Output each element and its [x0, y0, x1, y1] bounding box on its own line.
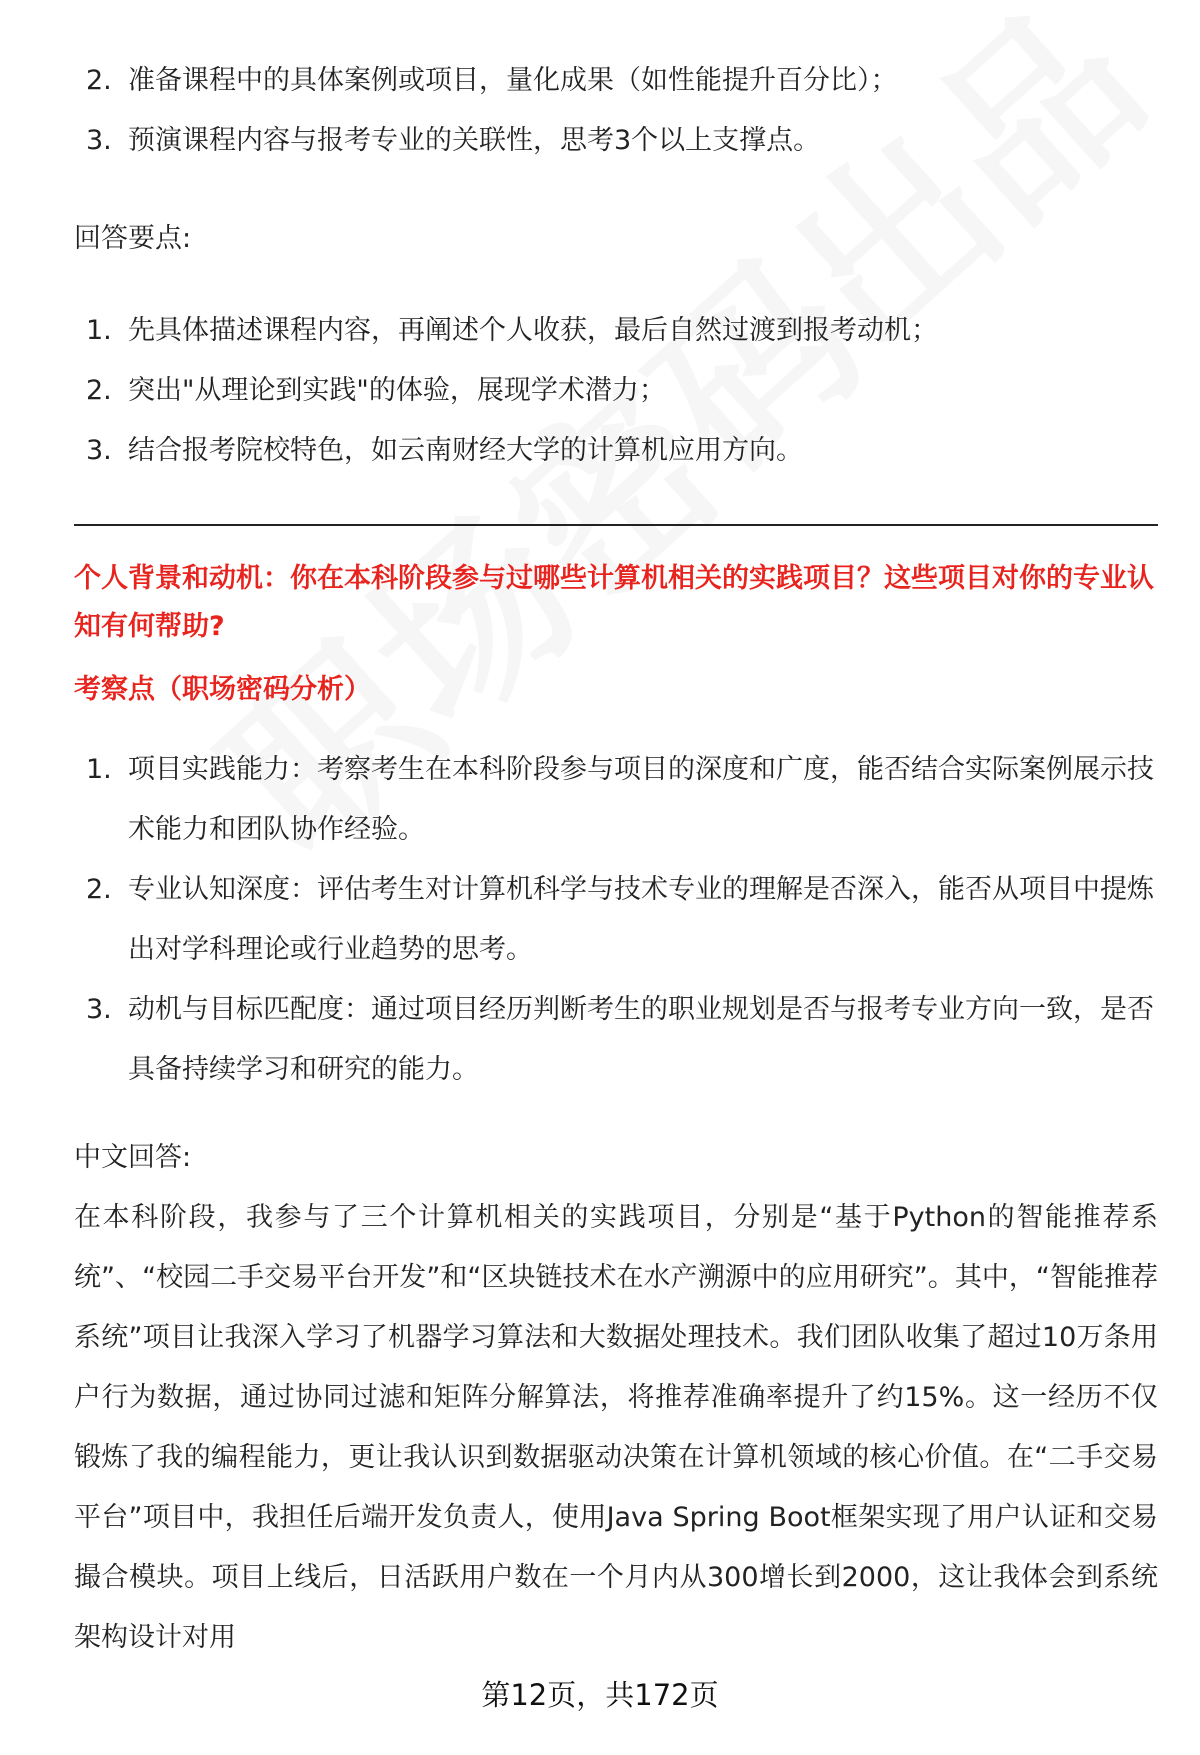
answer-points-list	[74, 301, 1158, 481]
chinese-answer-text: 在本科阶段，我参与了三个计算机相关的实践项目，分别是“基于Python的智能推荐系统”、“校园二手交易平台开发”和“区块链技术在水产溯源中的应用研究”。其中，“智能推荐系统”项目让我深入学习了机器学习算法和大数据处理技术。我们团队收集了超过10万条用户行为数据，通过协同过滤和矩阵分解算法，将推荐准确率提升了约15%。这一经历不仅锻炼了我的编程能力，更让我认识到数据驱动决策在计算机领域的核心价值。在“二手交易平台”项目中，我担任后端开发负责人，使用Java Spring Boot框架实现了用户认证和交易撮合模块。项目上线后，日活跃用户数在一个月内从300增长到2000，这让我体会到系统架构设计对用	[74, 1202, 1158, 1653]
list-text: 预演课程内容与报考专业的关联性，思考3个以上支撑点。	[128, 125, 821, 156]
list-number: 2.	[86, 874, 112, 905]
list-text: 先具体描述课程内容，再阐述个人收获，最后自然过渡到报考动机；	[128, 315, 938, 346]
list-text: 专业认知深度：评估考生对计算机科学与技术专业的理解是否深入，能否从项目中提炼出对学科理论或行业趋势的思考。	[128, 874, 1154, 965]
list-number: 2.	[86, 375, 112, 406]
list-number: 1.	[86, 754, 112, 785]
document-page	[74, 0, 1158, 1755]
list-number: 3.	[86, 435, 112, 466]
examine-points-list	[74, 740, 1158, 1100]
list-item	[74, 301, 1158, 361]
list-number: 3.	[86, 994, 112, 1025]
section-divider	[74, 524, 1158, 526]
page-footer: 第12页，共172页	[481, 1678, 719, 1712]
list-text: 动机与目标匹配度：通过项目经历判断考生的职业规划是否与报考专业方向一致，是否具备持续学习和研究的能力。	[128, 994, 1154, 1085]
list-item	[74, 421, 1158, 481]
list-item	[74, 111, 1158, 171]
list-number: 2.	[86, 65, 112, 96]
list-text: 突出"从理论到实践"的体验，展现学术潜力；	[128, 375, 666, 406]
list-number: 1.	[86, 315, 112, 346]
chinese-answer-label: 中文回答:	[74, 1142, 192, 1173]
list-item	[74, 51, 1158, 111]
list-item	[74, 860, 1158, 980]
list-number: 3.	[86, 125, 112, 156]
list-item	[74, 980, 1158, 1100]
list-text: 准备课程中的具体案例或项目，量化成果（如性能提升百分比）；	[128, 65, 898, 96]
examine-label: 考察点（职场密码分析）	[74, 674, 371, 705]
list-text: 项目实践能力：考察考生在本科阶段参与项目的深度和广度，能否结合实际案例展示技术能力和团队协作经验。	[128, 754, 1154, 845]
question-title: 个人背景和动机：你在本科阶段参与过哪些计算机相关的实践项目？这些项目对你的专业认知有何帮助?	[74, 563, 1154, 642]
prep-list	[74, 51, 1158, 171]
list-text: 结合报考院校特色，如云南财经大学的计算机应用方向。	[128, 435, 803, 466]
answer-points-label: 回答要点:	[74, 223, 192, 254]
list-item	[74, 361, 1158, 421]
list-item	[74, 740, 1158, 860]
